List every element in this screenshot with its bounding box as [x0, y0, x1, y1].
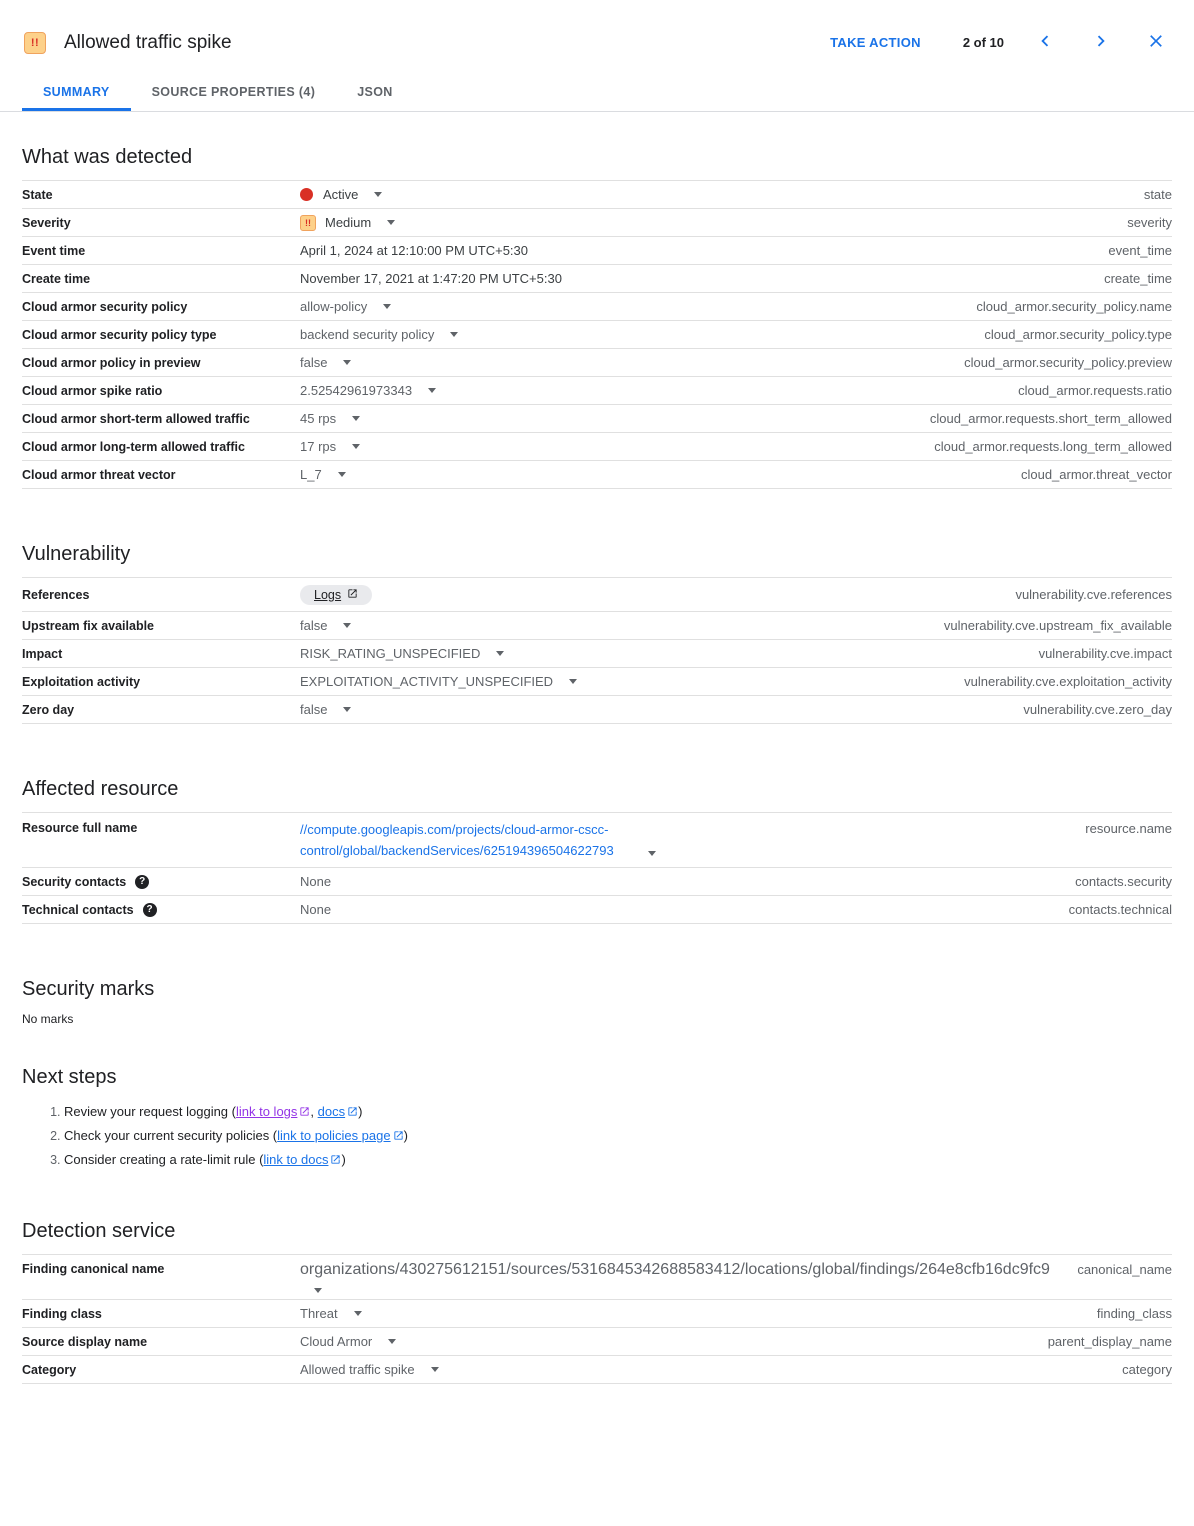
step-text: Consider creating a rate-limit rule (: [64, 1152, 264, 1167]
field-name: vulnerability.cve.impact: [1038, 646, 1172, 661]
table-row-exploitation-activity: [22, 668, 1172, 696]
state-value: Active: [323, 187, 359, 202]
row-label: Event time: [22, 243, 86, 258]
field-name: resource.name: [1085, 821, 1172, 836]
exploitation-activity-value: EXPLOITATION_ACTIVITY_UNSPECIFIED: [300, 674, 554, 689]
field-name: vulnerability.cve.zero_day: [1023, 702, 1172, 717]
short-term-allowed-value: 45 rps: [300, 411, 337, 426]
table-row-references: [22, 578, 1172, 612]
step-text: Review your request logging (: [64, 1104, 236, 1119]
security-policy-type-value: backend security policy: [300, 327, 435, 342]
security-policy-value: allow-policy: [300, 299, 368, 314]
medium-severity-icon: !!: [24, 32, 46, 54]
field-name: vulnerability.cve.upstream_fix_available: [943, 618, 1172, 633]
next-step-item: [64, 1100, 1172, 1124]
chevron-down-icon: [388, 1339, 396, 1344]
link-to-docs[interactable]: docs: [318, 1104, 358, 1119]
long-term-allowed-value: 17 rps: [300, 439, 337, 454]
next-finding-button[interactable]: [1086, 26, 1116, 59]
section-title-next-steps: Next steps: [22, 1066, 117, 1088]
medium-severity-icon: !!: [300, 215, 316, 231]
tab-json[interactable]: JSON: [336, 75, 413, 111]
vulnerability-table: [22, 577, 1172, 724]
technical-contacts-value: None: [300, 902, 332, 917]
table-row-finding-class: [22, 1300, 1172, 1328]
category-value: Allowed traffic spike: [300, 1362, 415, 1377]
chevron-down-icon: [354, 1311, 362, 1316]
field-name: cloud_armor.requests.long_term_allowed: [934, 439, 1172, 454]
chevron-down-icon: [496, 651, 504, 656]
field-name: cloud_armor.requests.ratio: [1018, 383, 1172, 398]
next-steps-list: [22, 1100, 1172, 1172]
chevron-down-icon: [352, 416, 360, 421]
field-name: vulnerability.cve.references: [1015, 587, 1172, 602]
row-label: Create time: [22, 271, 91, 286]
affected-resource-table: [22, 812, 1172, 924]
previous-finding-button[interactable]: [1030, 26, 1060, 59]
section-title-vulnerability: Vulnerability: [22, 543, 131, 565]
field-name: cloud_armor.threat_vector: [1020, 467, 1172, 482]
external-link-icon: [341, 588, 358, 602]
step-text: ,: [310, 1104, 318, 1119]
chevron-down-icon: [569, 679, 577, 684]
close-panel-button[interactable]: [1142, 27, 1170, 58]
link-to-policies-page[interactable]: link to policies page: [277, 1128, 403, 1143]
exploitation-activity-dropdown[interactable]: [300, 674, 577, 689]
tab-source-properties[interactable]: SOURCE PROPERTIES (4): [131, 75, 337, 111]
severity-dropdown[interactable]: [300, 215, 395, 231]
chevron-down-icon: [450, 332, 458, 337]
chevron-down-icon: [343, 360, 351, 365]
table-row-threat-vector: [22, 461, 1172, 489]
severity-value: Medium: [325, 215, 372, 230]
threat-vector-dropdown[interactable]: [300, 467, 346, 482]
table-row-resource-full-name: [22, 813, 1172, 868]
section-title-affected-resource: Affected resource: [22, 778, 179, 800]
table-row-event-time: [22, 237, 1172, 265]
section-title-detection-service: Detection service: [22, 1220, 176, 1242]
finding-class-dropdown[interactable]: [300, 1306, 362, 1321]
field-name: contacts.security: [1075, 874, 1172, 889]
security-contacts-value: None: [300, 874, 332, 889]
table-row-upstream-fix: [22, 612, 1172, 640]
row-label: Category: [22, 1362, 77, 1377]
external-link-icon: [345, 1104, 358, 1119]
row-label: Zero day: [22, 702, 75, 717]
table-row-spike-ratio: [22, 377, 1172, 405]
field-name: create_time: [1104, 271, 1172, 286]
table-row-state: [22, 181, 1172, 209]
row-label: Exploitation activity: [22, 674, 141, 689]
table-row-technical-contacts: [22, 896, 1172, 924]
chevron-down-icon: [431, 1367, 439, 1372]
table-row-severity: [22, 209, 1172, 237]
short-term-allowed-dropdown[interactable]: [300, 411, 360, 426]
category-dropdown[interactable]: [300, 1362, 439, 1377]
row-label: Technical contacts: [22, 902, 134, 917]
external-link-icon: [297, 1104, 310, 1119]
link-to-logs[interactable]: link to logs: [236, 1104, 310, 1119]
external-link-icon: [391, 1128, 404, 1143]
row-label: Cloud armor threat vector: [22, 467, 176, 482]
field-name: contacts.technical: [1068, 902, 1172, 917]
event-time-value: April 1, 2024 at 12:10:00 PM UTC+5:30: [300, 243, 528, 258]
table-row-impact: [22, 640, 1172, 668]
section-title-what-was-detected: What was detected: [22, 146, 193, 168]
field-name: severity: [1127, 215, 1172, 230]
policy-preview-dropdown[interactable]: [300, 355, 351, 370]
security-policy-dropdown[interactable]: [300, 299, 391, 314]
detection-service-table: [22, 1254, 1172, 1384]
chevron-down-icon: [314, 1288, 322, 1293]
chevron-down-icon: [428, 388, 436, 393]
canonical-name-value: organizations/430275612151/sources/5316845342688583412/locations/global/findings/264e8cfb16dc9fc9: [300, 1261, 1050, 1278]
row-label: Resource full name: [22, 821, 138, 835]
table-row-security-contacts: [22, 868, 1172, 896]
field-name: finding_class: [1096, 1306, 1172, 1321]
finding-header: [0, 0, 1194, 59]
row-label: Cloud armor short-term allowed traffic: [22, 411, 250, 426]
step-text: ): [341, 1152, 346, 1167]
table-row-policy-preview: [22, 349, 1172, 377]
table-row-zero-day: [22, 696, 1172, 724]
active-state-dot-icon: [300, 188, 313, 201]
what-was-detected-table: [22, 180, 1172, 489]
resource-full-name-link[interactable]: //compute.googleapis.com/projects/cloud-armor-cscc-control/global/backendServices/625194396504622793: [300, 822, 614, 858]
row-label: Upstream fix available: [22, 618, 155, 633]
chevron-down-icon: [352, 444, 360, 449]
field-name: cloud_armor.security_policy.name: [976, 299, 1172, 314]
chevron-down-icon: [648, 851, 656, 856]
field-name: category: [1122, 1362, 1172, 1377]
step-text: Check your current security policies (: [64, 1128, 278, 1143]
long-term-allowed-dropdown[interactable]: [300, 439, 360, 454]
security-marks-empty-text: No marks: [22, 1012, 74, 1026]
field-name: canonical_name: [1077, 1262, 1172, 1277]
impact-dropdown[interactable]: [300, 646, 504, 661]
field-name: cloud_armor.requests.short_term_allowed: [929, 411, 1172, 426]
resource-name-dropdown[interactable]: [300, 819, 656, 861]
logs-chip-button[interactable]: [300, 585, 372, 605]
chevron-down-icon: [387, 220, 395, 225]
help-icon[interactable]: ?: [143, 903, 157, 917]
close-icon: [1146, 31, 1166, 54]
page-title: Allowed traffic spike: [64, 31, 232, 53]
step-text: ): [358, 1104, 363, 1119]
row-label: Cloud armor security policy type: [22, 327, 217, 342]
field-name: cloud_armor.security_policy.type: [984, 327, 1172, 342]
field-name: cloud_armor.security_policy.preview: [964, 355, 1172, 370]
row-label: Impact: [22, 646, 63, 661]
table-row-source-display-name: [22, 1328, 1172, 1356]
field-name: parent_display_name: [1047, 1334, 1172, 1349]
security-policy-type-dropdown[interactable]: [300, 327, 458, 342]
table-row-short-term-allowed: [22, 405, 1172, 433]
canonical-name-dropdown[interactable]: [314, 1288, 1061, 1293]
threat-vector-value: L_7: [300, 467, 322, 482]
step-text: ): [403, 1128, 408, 1143]
row-label: Cloud armor policy in preview: [22, 355, 201, 370]
table-row-long-term-allowed: [22, 433, 1172, 461]
next-step-item: [64, 1148, 1172, 1172]
external-link-icon: [328, 1152, 341, 1167]
row-label: Source display name: [22, 1334, 148, 1349]
row-label: Cloud armor spike ratio: [22, 383, 163, 398]
source-display-name-dropdown[interactable]: [300, 1334, 396, 1349]
chevron-down-icon: [383, 304, 391, 309]
table-row-category: [22, 1356, 1172, 1384]
link-to-docs[interactable]: link to docs: [263, 1152, 341, 1167]
impact-value: RISK_RATING_UNSPECIFIED: [300, 646, 481, 661]
row-label: Finding class: [22, 1306, 102, 1321]
field-name: vulnerability.cve.exploitation_activity: [964, 674, 1172, 689]
create-time-value: November 17, 2021 at 1:47:20 PM UTC+5:30: [300, 271, 562, 286]
chevron-left-icon: [1034, 30, 1056, 55]
chevron-down-icon: [343, 707, 351, 712]
section-title-security-marks: Security marks: [22, 978, 155, 1000]
zero-day-dropdown[interactable]: [300, 702, 351, 717]
finding-class-value: Threat: [300, 1306, 338, 1321]
field-name: event_time: [1108, 243, 1172, 258]
row-label: References: [22, 587, 90, 602]
spike-ratio-dropdown[interactable]: [300, 383, 436, 398]
row-label: Severity: [22, 215, 71, 230]
state-dropdown[interactable]: [300, 187, 382, 202]
table-row-security-policy: [22, 293, 1172, 321]
table-row-canonical-name: [22, 1255, 1172, 1300]
upstream-fix-dropdown[interactable]: [300, 618, 351, 633]
source-display-name-value: Cloud Armor: [300, 1334, 373, 1349]
row-label: Security contacts: [22, 874, 127, 889]
field-name: state: [1143, 187, 1172, 202]
chevron-down-icon: [338, 472, 346, 477]
chevron-right-icon: [1090, 30, 1112, 55]
chevron-down-icon: [343, 623, 351, 628]
tab-bar: [0, 75, 1194, 112]
table-row-security-policy-type: [22, 321, 1172, 349]
next-step-item: [64, 1124, 1172, 1148]
row-label: Cloud armor long-term allowed traffic: [22, 439, 245, 454]
upstream-fix-value: false: [300, 618, 328, 633]
row-label: State: [22, 187, 53, 202]
policy-preview-value: false: [300, 355, 328, 370]
chevron-down-icon: [374, 192, 382, 197]
help-icon[interactable]: ?: [135, 875, 149, 889]
row-label: Cloud armor security policy: [22, 299, 188, 314]
tab-summary[interactable]: SUMMARY: [22, 75, 131, 111]
table-row-create-time: [22, 265, 1172, 293]
take-action-button[interactable]: TAKE ACTION: [830, 35, 921, 50]
row-label: Finding canonical name: [22, 1262, 165, 1276]
zero-day-value: false: [300, 702, 328, 717]
spike-ratio-value: 2.52542961973343: [300, 383, 413, 398]
logs-chip-label: Logs: [314, 587, 342, 602]
pagination-counter: 2 of 10: [962, 35, 1004, 50]
